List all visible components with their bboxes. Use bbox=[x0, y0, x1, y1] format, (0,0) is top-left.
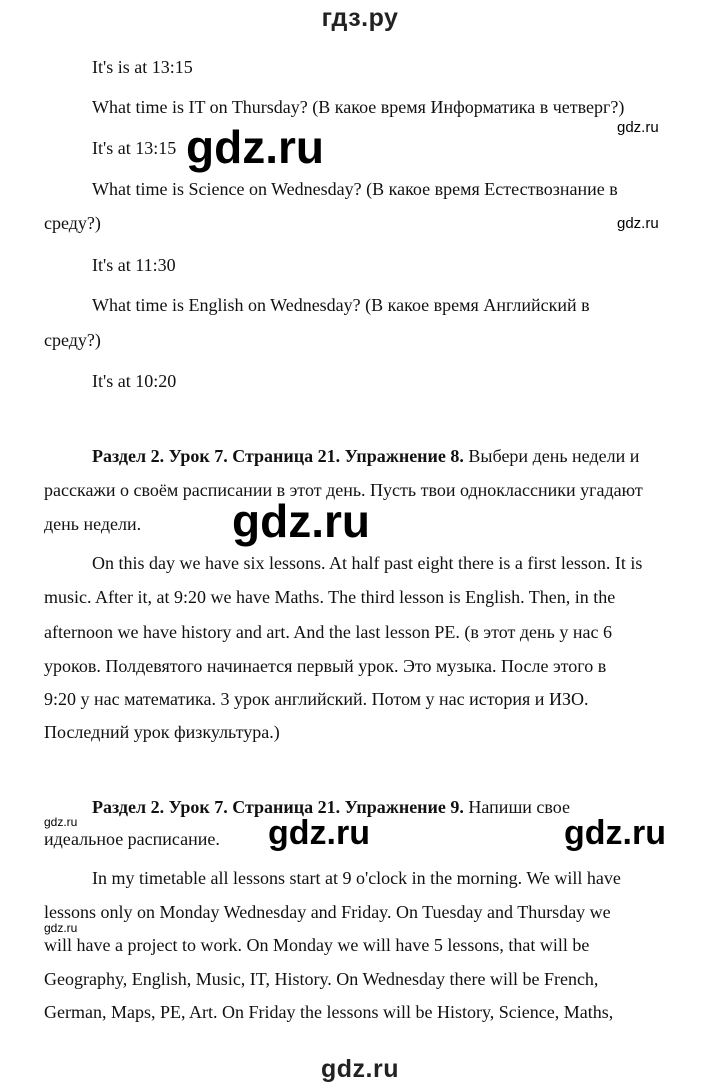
exercise-8-answer-line-2: music. After it, at 9:20 we have Maths. The third lesson is English. Then, in the bbox=[44, 587, 616, 607]
watermark-mid: gdz.ru bbox=[268, 814, 370, 852]
exercise-8-answer-line-5: 9:20 у нас математика. 3 урок английский. Потом у нас история и ИЗО. bbox=[44, 689, 589, 709]
exercise-9-task: Напиши свое bbox=[463, 797, 571, 817]
exercise-9-answer-line-2: lessons only on Monday Wednesday and Friday. On Tuesday and Thursday we bbox=[44, 902, 611, 922]
exercise-9-task-line-2: идеальное расписание. bbox=[44, 829, 220, 849]
question-science-wednesday: What time is Science on Wednesday? (В какое время Естествознание в bbox=[92, 179, 618, 199]
question-science-wednesday-cont: среду?) bbox=[44, 213, 101, 233]
exercise-9-answer-line-5: German, Maps, PE, Art. On Friday the lessons will be History, Science, Maths, bbox=[44, 1002, 614, 1022]
exercise-9-answer-line-4: Geography, English, Music, IT, History. On Wednesday there will be French, bbox=[44, 969, 599, 989]
exercise-8-task-line-3: день недели. bbox=[44, 514, 142, 534]
answer-line-4: It's at 10:20 bbox=[92, 371, 177, 391]
exercise-9-answer-line-3: will have a project to work. On Monday we will have 5 lessons, that will be bbox=[44, 935, 590, 955]
exercise-8-task-line-2: расскажи о своём расписании в этот день. Пусть твои одноклассники угадают bbox=[44, 480, 643, 500]
watermark-big: gdz.ru bbox=[186, 121, 324, 173]
exercise-8-answer-line-4: уроков. Полдевятого начинается первый урок. Это музыка. После этого в bbox=[44, 656, 607, 676]
header-site-name: гдз.ру bbox=[321, 4, 399, 32]
watermark-tiny: gdz.ru bbox=[44, 815, 78, 829]
footer-site-name: gdz.ru bbox=[321, 1055, 399, 1083]
exercise-9-answer-line-1: In my timetable all lessons start at 9 o'clock in the morning. We will have bbox=[92, 868, 621, 888]
watermark-small: gdz.ru bbox=[617, 119, 659, 136]
answer-line-2: It's at 13:15 bbox=[92, 138, 177, 158]
answer-line-1: It's is at 13:15 bbox=[92, 57, 193, 77]
watermark-tiny: gdz.ru bbox=[44, 921, 78, 935]
exercise-9-title: Раздел 2. Урок 7. Страница 21. Упражнение 9. bbox=[92, 797, 464, 817]
exercise-8-title: Раздел 2. Урок 7. Страница 21. Упражнение 8. bbox=[92, 446, 464, 466]
question-it-thursday: What time is IT on Thursday? (В какое время Информатика в четверг?) bbox=[92, 97, 625, 117]
watermark-small: gdz.ru bbox=[617, 215, 659, 232]
exercise-8-answer-line-6: Последний урок физкультура.) bbox=[44, 722, 280, 742]
answer-line-3: It's at 11:30 bbox=[92, 255, 176, 275]
exercise-8-answer-line-1: On this day we have six lessons. At half past eight there is a first lesson. It is bbox=[92, 553, 643, 573]
watermark-mid: gdz.ru bbox=[564, 814, 666, 852]
exercise-8-task: Выбери день недели и bbox=[463, 446, 640, 466]
exercise-8-answer-line-3: afternoon we have history and art. And the last lesson PE. (в этот день у нас 6 bbox=[44, 622, 612, 642]
question-english-wednesday-cont: среду?) bbox=[44, 330, 101, 350]
question-english-wednesday: What time is English on Wednesday? (В какое время Английский в bbox=[92, 295, 590, 315]
watermark-big: gdz.ru bbox=[232, 495, 370, 547]
exercise-8-heading bbox=[92, 445, 639, 467]
